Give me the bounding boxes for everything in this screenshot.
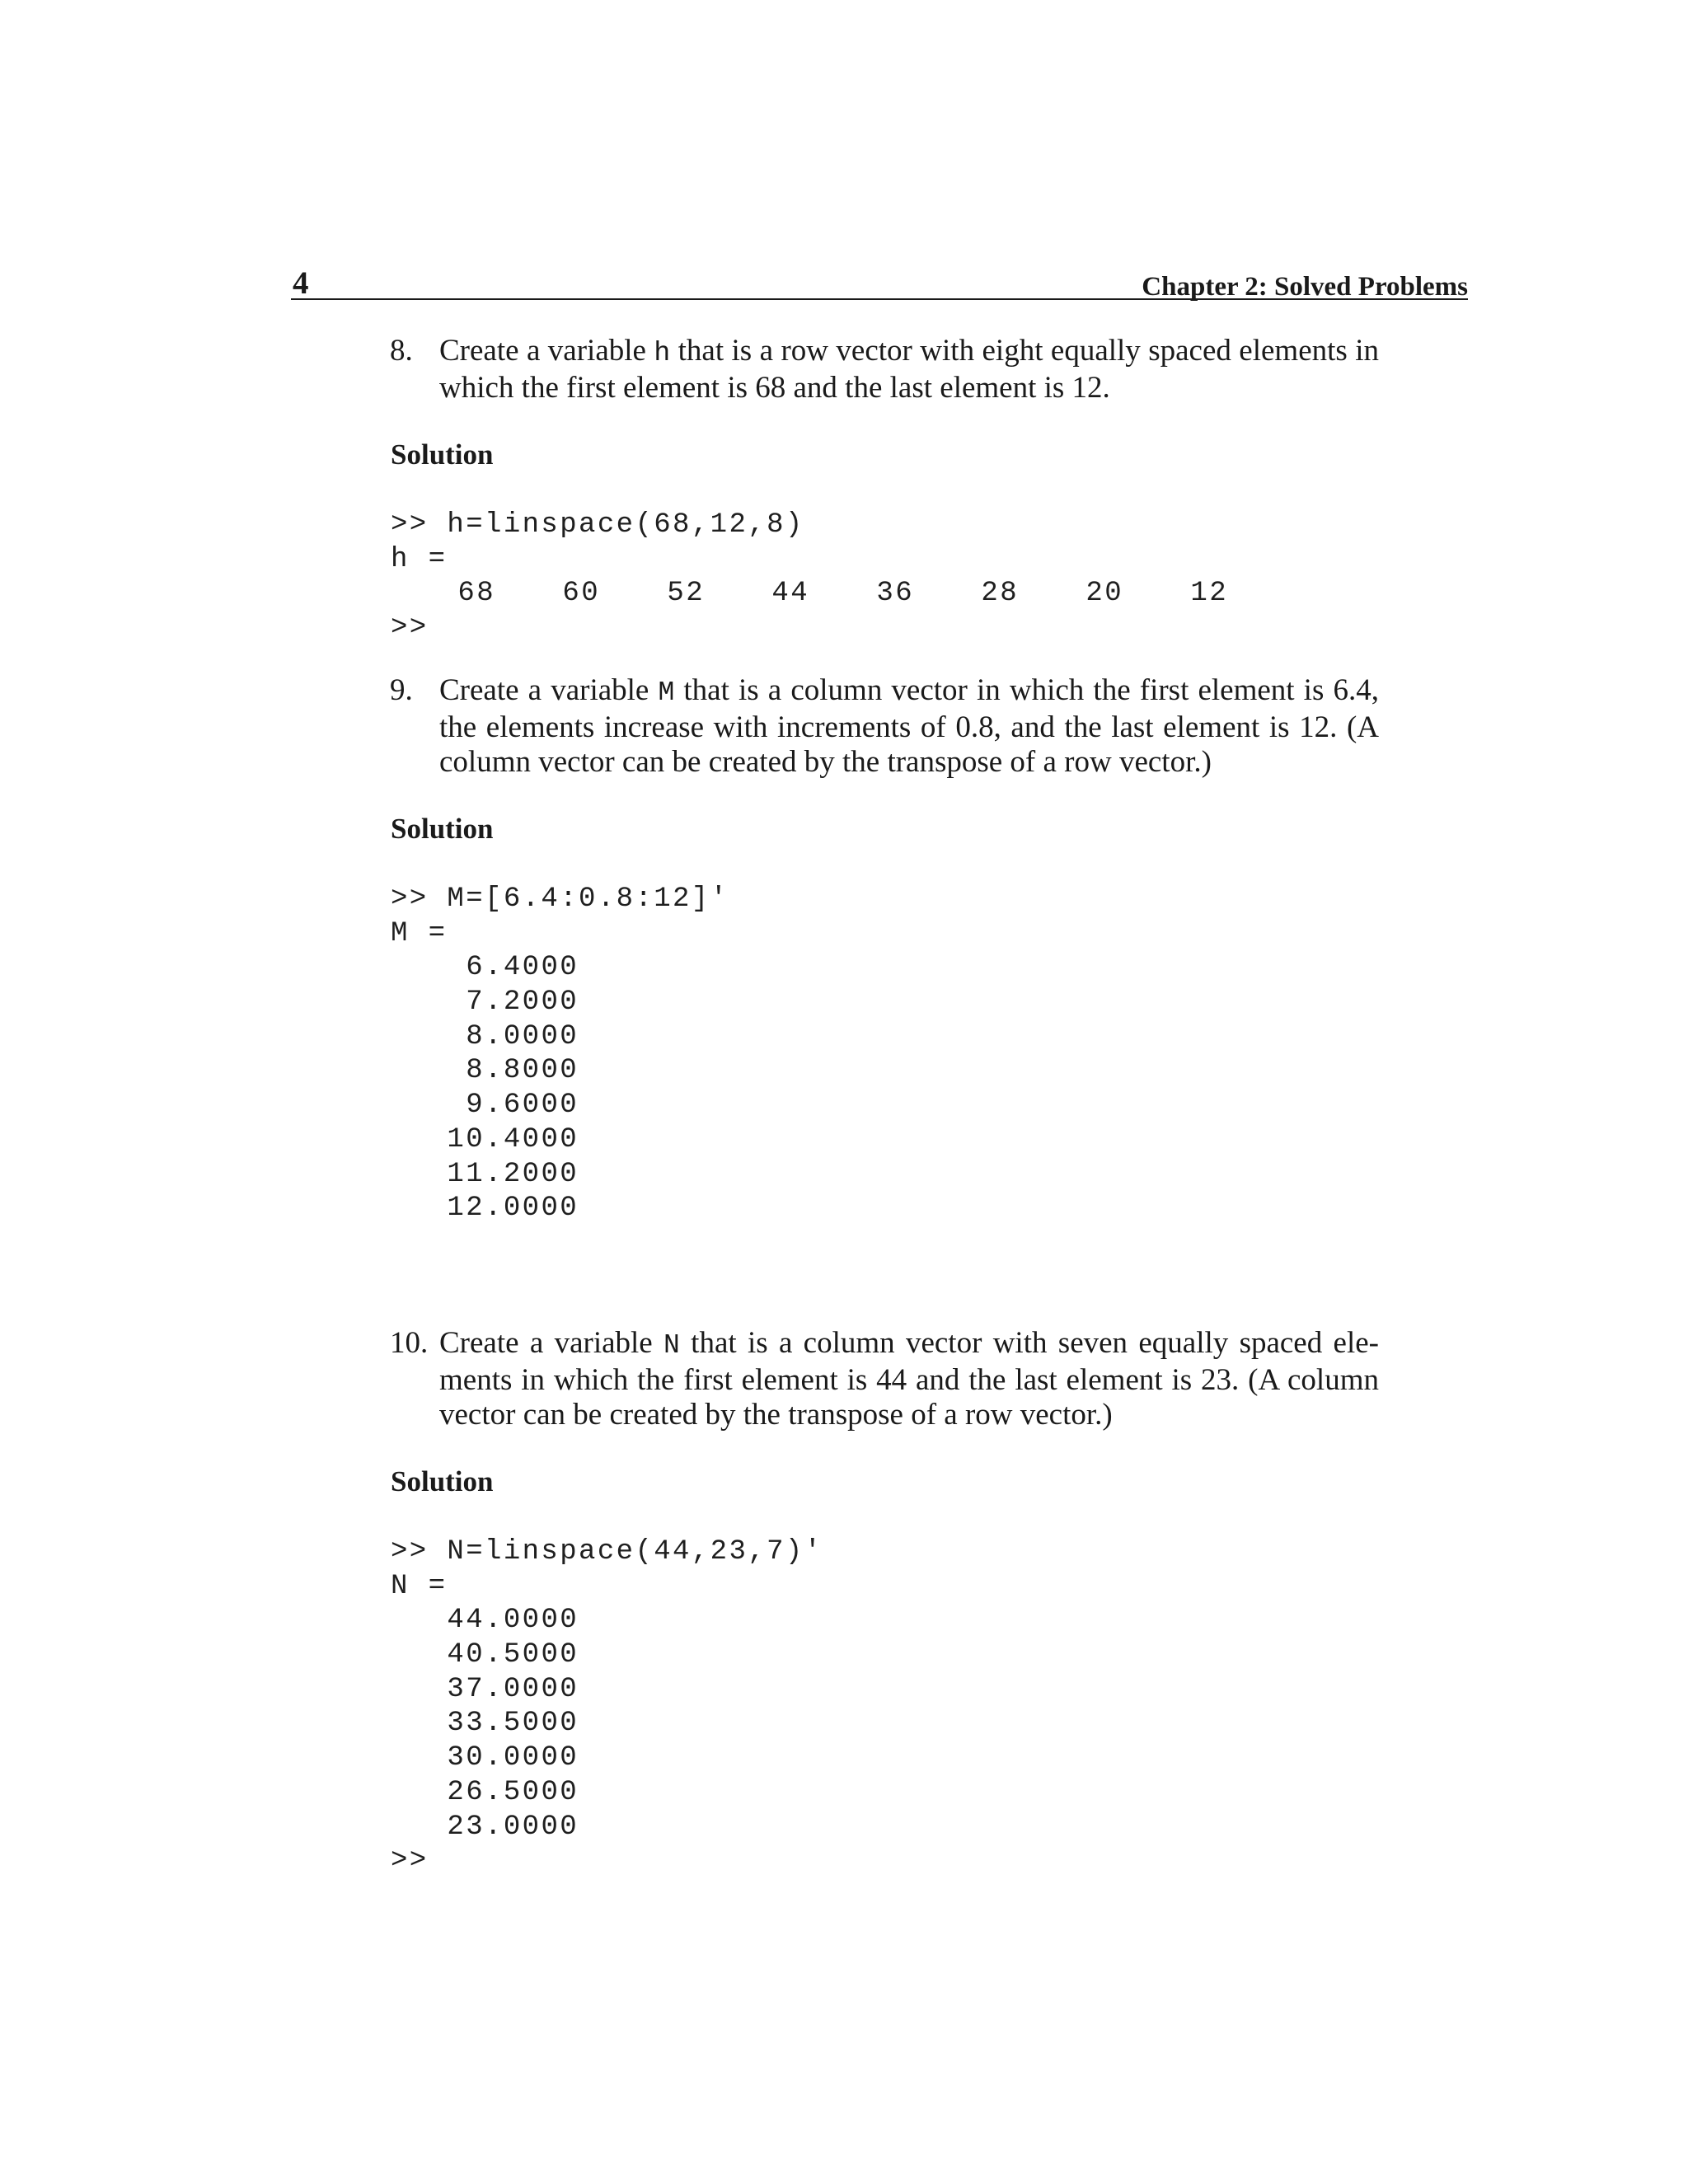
vector-value: 68 xyxy=(457,578,495,610)
problem-text-start: Create a variable xyxy=(439,334,654,368)
column-vector-value: 10.4000 xyxy=(447,1123,579,1155)
code-result-label: h = xyxy=(391,543,448,575)
column-vector-value: 26.5000 xyxy=(447,1776,579,1808)
solution-label: Solution xyxy=(391,813,494,845)
code-command: >> M=[6.4:0.8:12]' xyxy=(391,883,729,915)
column-vector-value: 6.4000 xyxy=(447,952,579,984)
vector-value: 12 xyxy=(1190,578,1228,610)
column-vector-value: 11.2000 xyxy=(447,1158,579,1190)
solution-label: Solution xyxy=(391,438,494,471)
vector-value: 60 xyxy=(562,578,600,610)
column-vector-value: 12.0000 xyxy=(447,1193,579,1225)
code-block-problem-8 xyxy=(391,509,1228,646)
code-command: >> N=linspace(44,23,7)' xyxy=(391,1536,823,1568)
vector-value: 44 xyxy=(771,578,809,610)
code-prompt: >> xyxy=(391,612,429,644)
problem-10 xyxy=(390,1326,1379,1432)
problem-text-end: that is a row vector with eight equally spaced elements in which the first element is 68 and the last element is 12. xyxy=(439,334,1380,405)
vector-value: 52 xyxy=(667,578,705,610)
variable-name: M xyxy=(658,677,675,708)
running-head: Chapter 2: Solved Problems xyxy=(1142,272,1468,302)
column-vector-value: 37.0000 xyxy=(447,1673,579,1705)
problem-text-start: Create a variable xyxy=(439,673,659,707)
problem-text xyxy=(439,673,1379,780)
column-vector-value: 30.0000 xyxy=(447,1742,579,1774)
code-prompt: >> xyxy=(391,1845,429,1877)
problem-number: 8. xyxy=(390,334,413,368)
problem-text-end: that is a column vector with seven equally spaced ele-ments in which the first element is 44 and the last element is 23. (A column vector can be created by the transpose of a row vector.) xyxy=(439,1326,1379,1432)
column-vector-value: 8.8000 xyxy=(447,1055,579,1087)
problem-number: 9. xyxy=(390,673,413,707)
problem-9 xyxy=(390,673,1379,780)
problem-text xyxy=(439,334,1379,405)
code-block-problem-9 xyxy=(391,883,729,1226)
code-block-problem-10 xyxy=(391,1535,823,1879)
row-vector-output xyxy=(391,577,1228,612)
problem-text-end: that is a column vector in which the first element is 6.4, the elements increase with increments of 0.8, and the last element is 12. (A column vector can be created by the transpose of a row vector.) xyxy=(439,673,1379,779)
solution-label: Solution xyxy=(391,1465,494,1497)
vector-value: 36 xyxy=(876,578,914,610)
code-command: >> h=linspace(68,12,8) xyxy=(391,509,804,541)
column-vector-value: 9.6000 xyxy=(447,1090,579,1122)
problem-text xyxy=(439,1326,1379,1432)
vector-value: 28 xyxy=(981,578,1019,610)
column-vector-value: 8.0000 xyxy=(447,1020,579,1052)
code-result-label: M = xyxy=(391,917,448,949)
problem-text-start: Create a variable xyxy=(439,1326,664,1360)
column-vector-value: 33.5000 xyxy=(447,1708,579,1740)
variable-name: N xyxy=(663,1330,680,1361)
vector-value: 20 xyxy=(1085,578,1123,610)
page-header xyxy=(291,262,1468,300)
page-number: 4 xyxy=(293,265,309,301)
code-result-label: N = xyxy=(391,1570,448,1602)
column-vector-value: 7.2000 xyxy=(447,987,579,1019)
problem-number: 10. xyxy=(390,1326,429,1360)
column-vector-value: 23.0000 xyxy=(447,1811,579,1843)
column-vector-value: 44.0000 xyxy=(447,1605,579,1637)
column-vector-value: 40.5000 xyxy=(447,1639,579,1671)
problem-8 xyxy=(390,334,1379,405)
variable-name: h xyxy=(654,338,671,368)
